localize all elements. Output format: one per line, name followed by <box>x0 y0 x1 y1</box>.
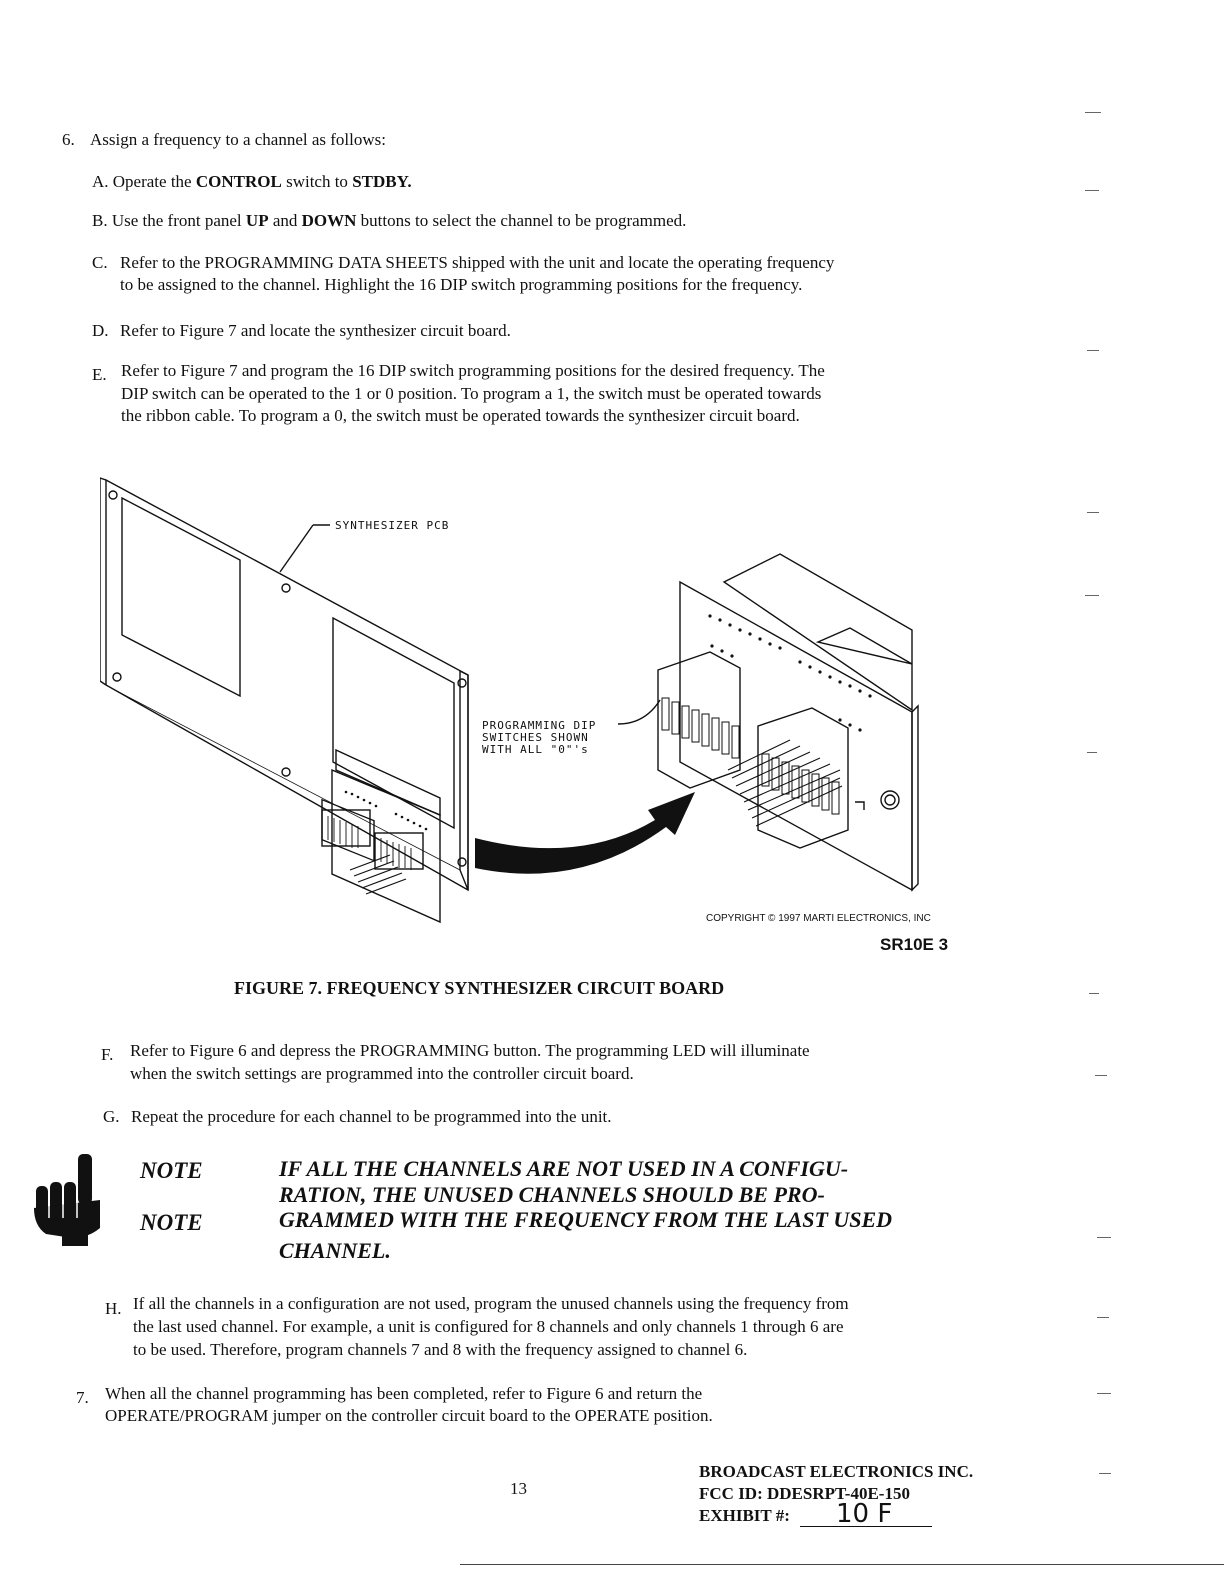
mounting-hole <box>458 858 466 866</box>
step-6c-line1: Refer to the PROGRAMMING DATA SHEETS shipped with the unit and locate the operating frequency <box>120 253 835 272</box>
figure-label-dip-1: PROGRAMMING DIP <box>482 719 597 732</box>
step-h-line3: to be used. Therefore, program channels 7 and 8 with the frequency assigned to channel 6. <box>133 1340 748 1359</box>
step-6c-line2: to be assigned to the channel. Highlight the 16 DIP switch programming positions for the frequency. <box>120 275 803 294</box>
mounting-hole <box>282 584 290 592</box>
scan-mark <box>1085 595 1099 596</box>
mounting-hole <box>109 491 117 499</box>
step-6e-letter: E. <box>92 365 107 384</box>
step-letter: B. <box>92 211 108 230</box>
step-6d-text: Refer to Figure 7 and locate the synthesizer circuit board. <box>120 321 511 340</box>
dip-board-enlarged <box>680 582 912 890</box>
down-term: DOWN <box>301 211 357 230</box>
step-7-line1: When all the channel programming has been completed, refer to Figure 6 and return the <box>105 1384 703 1403</box>
note-line-2: RATION, THE UNUSED CHANNELS SHOULD BE PRO- <box>279 1182 825 1207</box>
scan-mark <box>1097 1237 1111 1238</box>
mounting-hole <box>881 791 899 809</box>
scan-mark <box>1087 752 1097 753</box>
step-6d-letter: D. <box>92 321 109 340</box>
footer-fcc-id: FCC ID: DDESRPT-40E-150 <box>699 1484 910 1503</box>
step-g-letter: G. <box>103 1107 120 1126</box>
step-6e-line1: Refer to Figure 7 and program the 16 DIP switch programming positions for the desired frequency. The <box>121 361 825 380</box>
mounting-hole <box>113 673 121 681</box>
synthesizer-pcb <box>106 480 468 890</box>
step-7-line2: OPERATE/PROGRAM jumper on the controller circuit board to the OPERATE position. <box>105 1406 713 1425</box>
mounting-hole <box>458 679 466 687</box>
step-h-line1: If all the channels in a configuration are not used, program the unused channels using the frequency from <box>133 1294 849 1313</box>
step-6e-line2: DIP switch can be operated to the 1 or 0 position. To program a 1, the switch must be operated towards <box>121 384 822 403</box>
page-number: 13 <box>510 1479 527 1498</box>
pcb-leader-line <box>280 525 313 572</box>
step-6a: A. Operate the CONTROL switch to STDBY. <box>92 172 412 191</box>
scan-mark <box>1097 1393 1111 1394</box>
step-f-line1: Refer to Figure 6 and depress the PROGRAMMING button. The programming LED will illuminate <box>130 1041 810 1060</box>
step-7-number: 7. <box>76 1388 89 1407</box>
scan-mark <box>1087 350 1099 351</box>
step-f-letter: F. <box>101 1045 114 1064</box>
note-line-4: CHANNEL. <box>279 1238 391 1263</box>
scan-mark <box>1099 1473 1111 1474</box>
figure-label-dip-3: WITH ALL "0"'s <box>482 743 589 756</box>
step-f-line2: when the switch settings are programmed into the controller circuit board. <box>130 1064 634 1083</box>
stdby-term: STDBY. <box>352 172 412 191</box>
exhibit-handwritten-value: 10 F <box>836 1499 893 1529</box>
note-label-1: NOTE <box>140 1158 203 1183</box>
step-6-intro: Assign a frequency to a channel as follows: <box>90 130 386 149</box>
magnify-arrow <box>475 792 695 874</box>
scan-mark <box>1087 512 1099 513</box>
figure-label-dip-2: SWITCHES SHOWN <box>482 731 589 744</box>
up-term: UP <box>245 211 269 230</box>
step-6-number: 6. <box>62 130 75 149</box>
note-line-3: GRAMMED WITH THE FREQUENCY FROM THE LAST USED <box>279 1207 893 1232</box>
step-h-letter: H. <box>105 1299 122 1318</box>
step-6e-line3: the ribbon cable. To program a 0, the switch must be operated towards the synthesizer circuit board. <box>121 406 800 425</box>
scan-mark <box>1097 1317 1109 1318</box>
scan-mark <box>1089 993 1099 994</box>
figure-7-drawing <box>100 470 980 930</box>
step-g-text: Repeat the procedure for each channel to be programmed into the unit. <box>131 1107 612 1126</box>
footer-exhibit-label: EXHIBIT #: <box>699 1506 790 1525</box>
scan-mark <box>1085 112 1101 113</box>
step-h-line2: the last used channel. For example, a unit is configured for 8 channels and only channels 1 through 6 are <box>133 1317 844 1336</box>
pointing-hand-icon <box>28 1152 104 1248</box>
control-switch-term: CONTROL <box>195 172 282 191</box>
figure-caption: FIGURE 7. FREQUENCY SYNTHESIZER CIRCUIT BOARD <box>234 978 725 998</box>
figure-copyright: COPYRIGHT © 1997 MARTI ELECTRONICS, INC <box>706 913 931 924</box>
scan-mark <box>1085 190 1099 191</box>
shield-panel-left <box>122 498 240 696</box>
step-letter: A. <box>92 172 109 191</box>
scan-mark <box>1095 1075 1107 1076</box>
dip-leader-line <box>618 700 660 724</box>
note-line-1: IF ALL THE CHANNELS ARE NOT USED IN A CONFIGU- <box>279 1156 849 1181</box>
bottom-rule <box>460 1564 1224 1565</box>
mounting-hole <box>282 768 290 776</box>
footer-company: BROADCAST ELECTRONICS INC. <box>699 1462 974 1481</box>
figure-code: SR10E 3 <box>880 935 949 954</box>
note-label-2: NOTE <box>140 1210 203 1235</box>
figure-label-synthesizer-pcb: SYNTHESIZER PCB <box>335 519 450 532</box>
step-6b: B. Use the front panel UP and DOWN buttons to select the channel to be programmed. <box>92 211 687 230</box>
step-6c-letter: C. <box>92 253 108 272</box>
